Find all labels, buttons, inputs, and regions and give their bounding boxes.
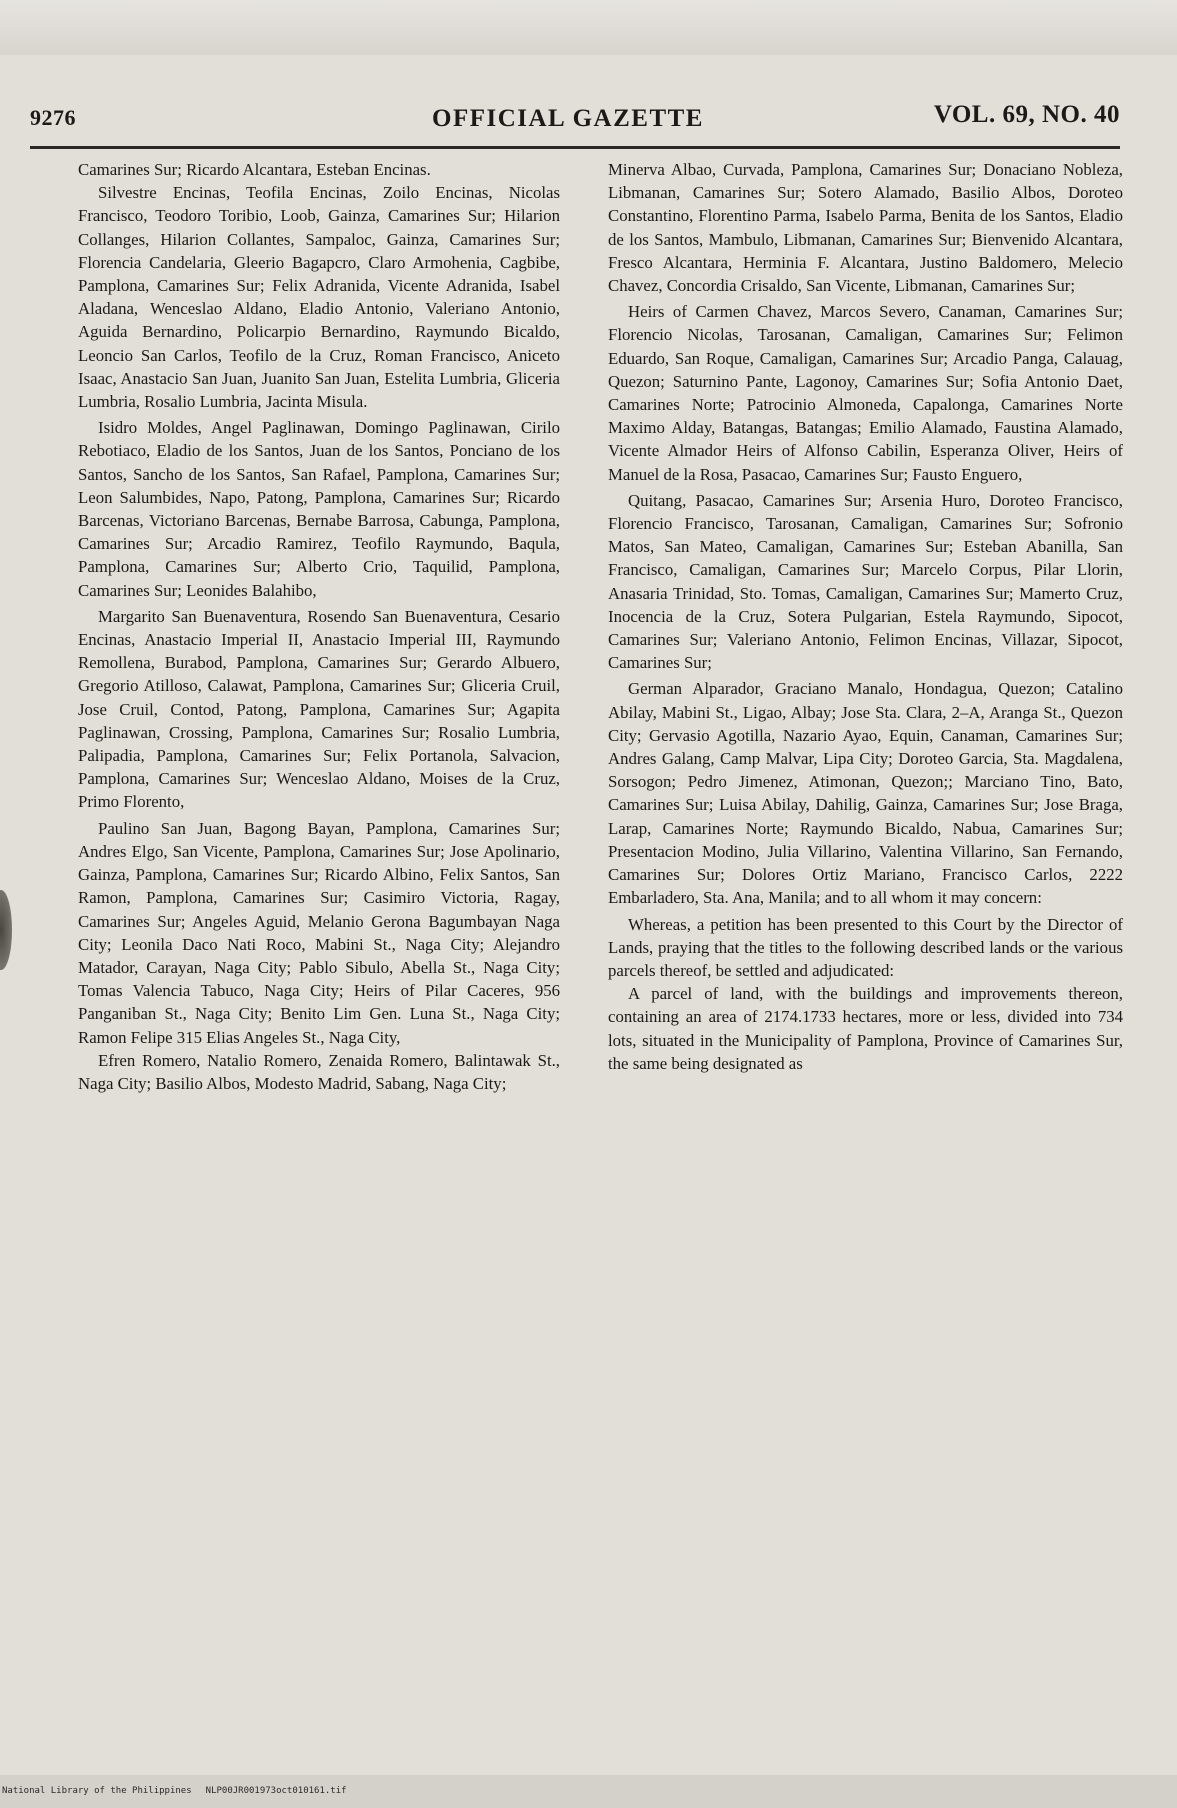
library-credit: National Library of the Philippines [2,1786,192,1796]
header-rule [30,146,1120,149]
left-column [78,158,560,1095]
gazette-page [0,55,1177,1775]
publication-title: OFFICIAL GAZETTE [432,105,704,132]
scan-filename: NLP00JR001973oct010161.tif [205,1786,347,1796]
paragraph: Efren Romero, Natalio Romero, Zenaida Romero, Balintawak St., Naga City; Basilio Albos, Modesto Madrid, Sabang, Naga City; [78,1050,560,1093]
paragraph: Camarines Sur; Ricardo Alcantara, Esteban Encinas. [78,160,431,179]
paragraph: German Alparador, Graciano Manalo, Hondagua, Quezon; Catalino Abilay, Mabini St., Ligao, Albay; Jose Sta. Clara, 2–A, Aranga St., Quezon City; Gervasio Agotilla, Nazario Ayao, Equin, Canaman, Camarines Sur; Andres Galang, Camp Malvar, Lipa City; Doroteo Garcia, Sta. Magdalena, Sorsogon; Pedro Jimenez, Atimonan, Quezon;; Marciano Tino, Bato, Camarines Sur; Luisa Abilay, Dahilig, Gainza, Camarines Sur; Jose Braga, Larap, Camarines Norte; Raymundo Bicaldo, Nabua, Camarines Sur; Presentacion Modino, Julia Villarino, Valentina Villarino, San Fernando, Camarines Sur; Dolores Ortiz Mariano, Francisco Carlos, 2222 Embarladero, Sta. Ana, Manila; and to all whom it may concern: [608,679,1123,908]
paragraph: Quitang, Pasacao, Camarines Sur; Arsenia Huro, Doroteo Francisco, Florencio Francisco, Tarosanan, Camaligan, Camarines Sur; Sofronio Matos, San Mateo, Camaligan, Camarines Sur; Esteban Abanilla, San Francisco, Camaligan, Camarines Sur; Marcelo Corpus, Pilar Llorin, Anasaria Trinidad, Sto. Tomas, Camaligan, Camarines Sur; Mamerto Cruz, Inocencia de la Cruz, Sotera Pulgarian, Estela Raymundo, Sipocot, Camarines Sur; Valeriano Antonio, Felimon Encinas, Villazar, Sipocot, Camarines Sur; [608,490,1123,673]
page-number: 9276 [30,105,76,130]
paragraph: Whereas, a petition has been presented to this Court by the Director of Lands, praying that the titles to the following described lands or the various parcels thereof, be settled and adjudicated: [608,914,1123,980]
volume-number: VOL. 69, NO. 40 [933,101,1120,128]
scan-top-margin [0,0,1177,55]
right-column [608,158,1123,1075]
paragraph: Minerva Albao, Curvada, Pamplona, Camarines Sur; Donaciano Nobleza, Libmanan, Camarines Sur; Sotero Alamado, Basilio Albos, Doroteo Constantino, Florentino Parma, Isabelo Parma, Benita de los Santos, Eladio de los Santos, Mambulo, Libmanan, Camarines Sur; Bienvenido Alcantara, Fresco Alcantara, Herminia F. Alcantara, Justino Baldomero, Melecio Chavez, Concordia Crisaldo, San Vicente, Libmanan, Camarines Sur; [608,160,1123,296]
paragraph: A parcel of land, with the buildings and improvements thereon, containing an area of 2174.1733 hectares, more or less, divided into 734 lots, situated in the Municipality of Pamplona, Province of Camarines Sur, the same being designated as [608,984,1123,1073]
paragraph: Margarito San Buenaventura, Rosendo San Buenaventura, Cesario Encinas, Anastacio Imperial II, Anastacio Imperial III, Raymundo Remollena, Burabod, Pamplona, Camarines Sur; Gerardo Albuero, Gregorio Atilloso, Calawat, Pamplona, Camarines Sur; Gliceria Cruil, Jose Cruil, Contod, Patong, Pamplona, Camarines Sur; Agapita Paglinawan, Crossing, Pamplona, Camarines Sur; Rosalio Lumbria, Palipadia, Pamplona, Camarines Sur; Felix Portanola, Salvacion, Pamplona, Camarines Sur; Wenceslao Aldano, Moises de la Cruz, Primo Florento, [78,606,560,812]
page-header [30,101,1120,145]
paragraph: Heirs of Carmen Chavez, Marcos Severo, Canaman, Camarines Sur; Florencio Nicolas, Tarosanan, Camaligan, Camarines Sur; Felimon Eduardo, San Roque, Camaligan, Camarines Sur; Arcadio Panga, Calauag, Quezon; Saturnino Pante, Lagonoy, Camarines Sur; Sofia Antonio Daet, Camarines Norte; Patrocinio Almoneda, Capalonga, Camarines Norte Maximo Alday, Batangas, Batangas; Emilio Alamado, Faustina Alamado, Vicente Almador Heirs of Alfonso Cabilin, Esperanza Oliver, Heirs of Manuel de la Rosa, Pasacao, Camarines Sur; Fausto Enguero, [608,302,1123,484]
paragraph: Silvestre Encinas, Teofila Encinas, Zoilo Encinas, Nicolas Francisco, Teodoro Toribio, Loob, Gainza, Camarines Sur; Hilarion Collanges, Hilarion Collantes, Sampaloc, Gainza, Camarines Sur; Florencia Candelaria, Gleerio Bagapcro, Claro Armohenia, Cagbibe, Pamplona, Camarines Sur; Felix Adranida, Vicente Adranida, Isabel Aladana, Wenceslao Aldano, Eladio Antonio, Valeriano Antonio, Aguida Bernardino, Policarpio Bernardino, Raymundo Bicaldo, Leoncio San Carlos, Teofilo de la Cruz, Roman Francisco, Aniceto Isaac, Anastacio San Juan, Juanito San Juan, Estelita Lumbria, Gliceria Lumbria, Rosalio Lumbria, Jacinta Misula. [78,183,560,412]
paragraph: Paulino San Juan, Bagong Bayan, Pamplona, Camarines Sur; Andres Elgo, San Vicente, Pamplona, Camarines Sur; Jose Apolinario, Gainza, Pamplona, Camarines Sur; Ricardo Albino, Felix Santos, San Ramon, Pamplona, Camarines Sur; Casimiro Victoria, Ragay, Camarines Sur; Angeles Aguid, Melanio Gerona Bagumbayan Naga City; Leonila Daco Nati Roco, Mabini St., Naga City; Alejandro Matador, Carayan, Naga City; Pablo Sibulo, Abella St., Naga City; Tomas Valencia Tabuco, Naga City; Heirs of Pilar Caceres, 956 Panganiban St., Naga City; Benito Lim Gen. Luna St., Naga City; Ramon Felipe 315 Elias Angeles St., Naga City, [78,818,560,1047]
scan-footer [2,1786,347,1796]
paragraph: Isidro Moldes, Angel Paglinawan, Domingo Paglinawan, Cirilo Rebotiaco, Eladio de los Santos, Juan de los Santos, Ponciano de los Santos, Sancho de los Santos, San Rafael, Pamplona, Camarines Sur; Leon Salumbides, Napo, Patong, Pamplona, Camarines Sur; Ricardo Barcenas, Victoriano Barcenas, Bernabe Barrosa, Cabunga, Pamplona, Camarines Sur; Arcadio Ramirez, Teofilo Raymundo, Baqula, Pamplona, Camarines Sur; Alberto Crio, Taquilid, Pamplona, Camarines Sur; Leonides Balahibo, [78,418,560,600]
